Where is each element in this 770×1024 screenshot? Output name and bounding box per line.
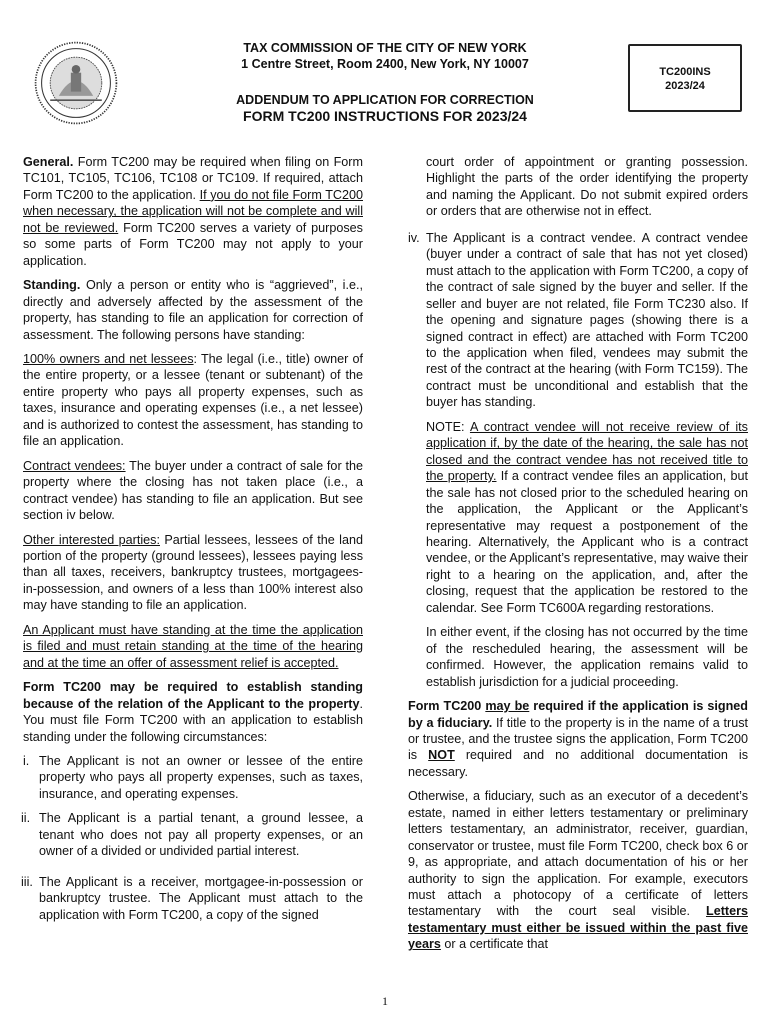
left-column (23, 154, 363, 931)
required-bold: Form TC200 may be required to establish standing because of the relation of the Applicant to the property (23, 680, 363, 711)
court-order-continuation: court order of appointment or granting possession. Highlight the parts of the order identifying the property and naming the Applicant. Do not submit expired orders or orders that are otherwise not in effect. (426, 155, 748, 219)
general-label: General. (23, 155, 74, 169)
org-address: 1 Centre Street, Room 2400, New York, NY 10007 (241, 57, 529, 71)
org-name: TAX COMMISSION OF THE CITY OF NEW YORK (243, 41, 527, 55)
list-item-text: The Applicant is a contract vendee. A contract vendee (buyer under a contract of sale that has not yet closed) must attach to the application with Form TC200, a copy of the contract of sale signed by the buyer and seller. If the seller and buyer are not related, file Form TC230 also. If the opening and signature pages (showing there is a signed contract in effect) are attached with Form TC200 to the application when filed, vendees may submit the rest of the contract at the hearing (with Form TC159). The contract must be unconditional and establish that the buyer has standing. (426, 230, 748, 410)
standing-paragraph (23, 277, 363, 343)
standing-label: Standing. (23, 278, 81, 293)
general-text-1: Form TC200 may be required when filing on Form TC101, TC105, TC106, TC108 or TC109. If required, attach Form TC200 to the application. (23, 155, 363, 202)
form-subtitle: ADDENDUM TO APPLICATION FOR CORRECTION (236, 93, 534, 107)
note-paragraph (408, 419, 748, 616)
letters-testamentary-requirement: Letters testamentary must either be issued within the past five years (408, 904, 748, 952)
otherwise-paragraph (408, 788, 748, 953)
required-text: . You must file Form TC200 with an application to establish standing under the following circumstances: (23, 696, 363, 744)
general-underlined: If you do not file Form TC200 when necessary, the application will not be complete and will not be reviewed. (23, 187, 363, 235)
right-column (408, 154, 748, 961)
fiduciary-not: NOT (428, 748, 455, 763)
list-item-number: iii. (21, 874, 33, 889)
general-text-2: Form TC200 serves a variety of purposes so some parts of Form TC200 may not apply to your application. (23, 220, 363, 268)
owners-paragraph (23, 351, 363, 450)
list-item-number: i. (23, 753, 30, 768)
owners-heading: 100% owners and net lessees (23, 351, 194, 366)
form-title: FORM TC200 INSTRUCTIONS FOR 2023/24 (243, 108, 527, 124)
note-text: If a contract vendee files an application, but the sale has not closed prior to the scheduled hearing on the application, the Applicant or the Applicant’s representative may request a postponement of the hearing. Alternatively, the Applicant who is a contract vendee, or the Applicant’s representative, may waive their right to a hearing on the application, and, after the closing, request that the application be restored to the calendar. See Form TC600A regarding restorations. (426, 469, 748, 615)
otherwise-end: or a certificate that (440, 937, 549, 952)
note-label: NOTE: (426, 419, 470, 434)
vendees-paragraph (23, 458, 363, 524)
note-underlined: A contract vendee will not receive review of its application if, by the date of the hearing, the sale has not closed and the contract vendee has not received title to the property. (426, 419, 748, 484)
either-event-paragraph: In either event, if the closing has not occurred by the time of the rescheduled hearing, the assessment will be confirmed. However, the application remains valid to establish jurisdiction for a judicial proceeding. (426, 625, 748, 689)
list-item-number: iv. (408, 230, 420, 245)
other-parties-text: Partial lessees, lessees of the land portion of the property (ground lessees), lessees paying less than all taxes, receivers, bankruptcy trustees, mortgagees-in-possession, and owners of a less than 100% interest also may have standing to file an application. (23, 532, 363, 613)
form-year: 2023/24 (665, 80, 705, 92)
fiduciary-text-1: If title to the property is in the name of a trust or trustee, and the trustee signs the application, Form TC200 is (408, 715, 748, 763)
list-item-number: ii. (21, 811, 31, 826)
list-item (23, 874, 363, 923)
fiduciary-text-2: required and no additional documentation is necessary. (408, 748, 749, 779)
fiduciary-bold-2: required if the application is signed by a fiduciary. (408, 699, 748, 730)
list-item-text: The Applicant is a partial tenant, a ground lessee, a tenant who does not pay all property expenses, or an owner of a divided or undivided partial interest. (39, 811, 363, 859)
form-code: TC200INS (659, 66, 711, 78)
list-item (23, 810, 363, 859)
required-paragraph (23, 679, 363, 745)
list-item-text: The Applicant is not an owner or lessee of the entire property who pays all property expenses, such as taxes, insurance, and operating expenses. (39, 753, 363, 801)
list-item (408, 230, 748, 411)
owners-text: : The legal (i.e., title) owner of the entire property, or a lessee (tenant or subtenant) of the entire property who pays all property expenses, such as taxes, insurance and operating expenses (i.e., a net lessee) and is authorized to contest the assessment, has standing to file an application. (23, 351, 363, 449)
retain-standing-paragraph (23, 622, 363, 671)
fiduciary-may-be: may be (485, 699, 530, 714)
general-paragraph (23, 154, 363, 269)
fiduciary-bold-1: Form TC200 (408, 699, 486, 714)
list-item-text: The Applicant is a receiver, mortgagee-in-possession or bankruptcy trustee. The Applicant must attach to the application with Form TC200, a copy of the signed (39, 874, 363, 922)
list-item (23, 753, 363, 802)
vendees-heading: Contract vendees: (23, 458, 126, 473)
page-number: 1 (382, 994, 388, 1008)
vendees-text: The buyer under a contract of sale for the property where the closing has not taken place (i.e., a contract vendee) has standing to file an application. But see section iv below. (23, 458, 363, 523)
otherwise-text: Otherwise, a fiduciary, such as an executor of a decedent’s estate, named in either letters testamentary or preliminary letters testamentary, an administrator, receiver, guardian, conservator or trustee, must file Form TC200, check box 6 or 9, as appropriate, and attach documentation of his or her authority to sign the application. For example, executors must attach a photocopy of a certificate of letters testamentary with the court seal visible. (408, 789, 748, 919)
city-seal-icon (33, 40, 119, 126)
form-code-box (628, 44, 742, 112)
fiduciary-paragraph (408, 698, 748, 780)
other-parties-heading: Other interested parties: (23, 532, 160, 547)
other-parties-paragraph (23, 532, 363, 614)
standing-text: Only a person or entity who is “aggrieved”, i.e., directly and adversely affected by the assessment of the property, has standing to file an application for correction of assessment. The following persons have standing: (23, 278, 363, 342)
retain-standing-text: An Applicant must have standing at the time the application is filed and must retain standing at the time of the hearing and at the time an offer of assessment relief is accepted. (23, 622, 363, 670)
